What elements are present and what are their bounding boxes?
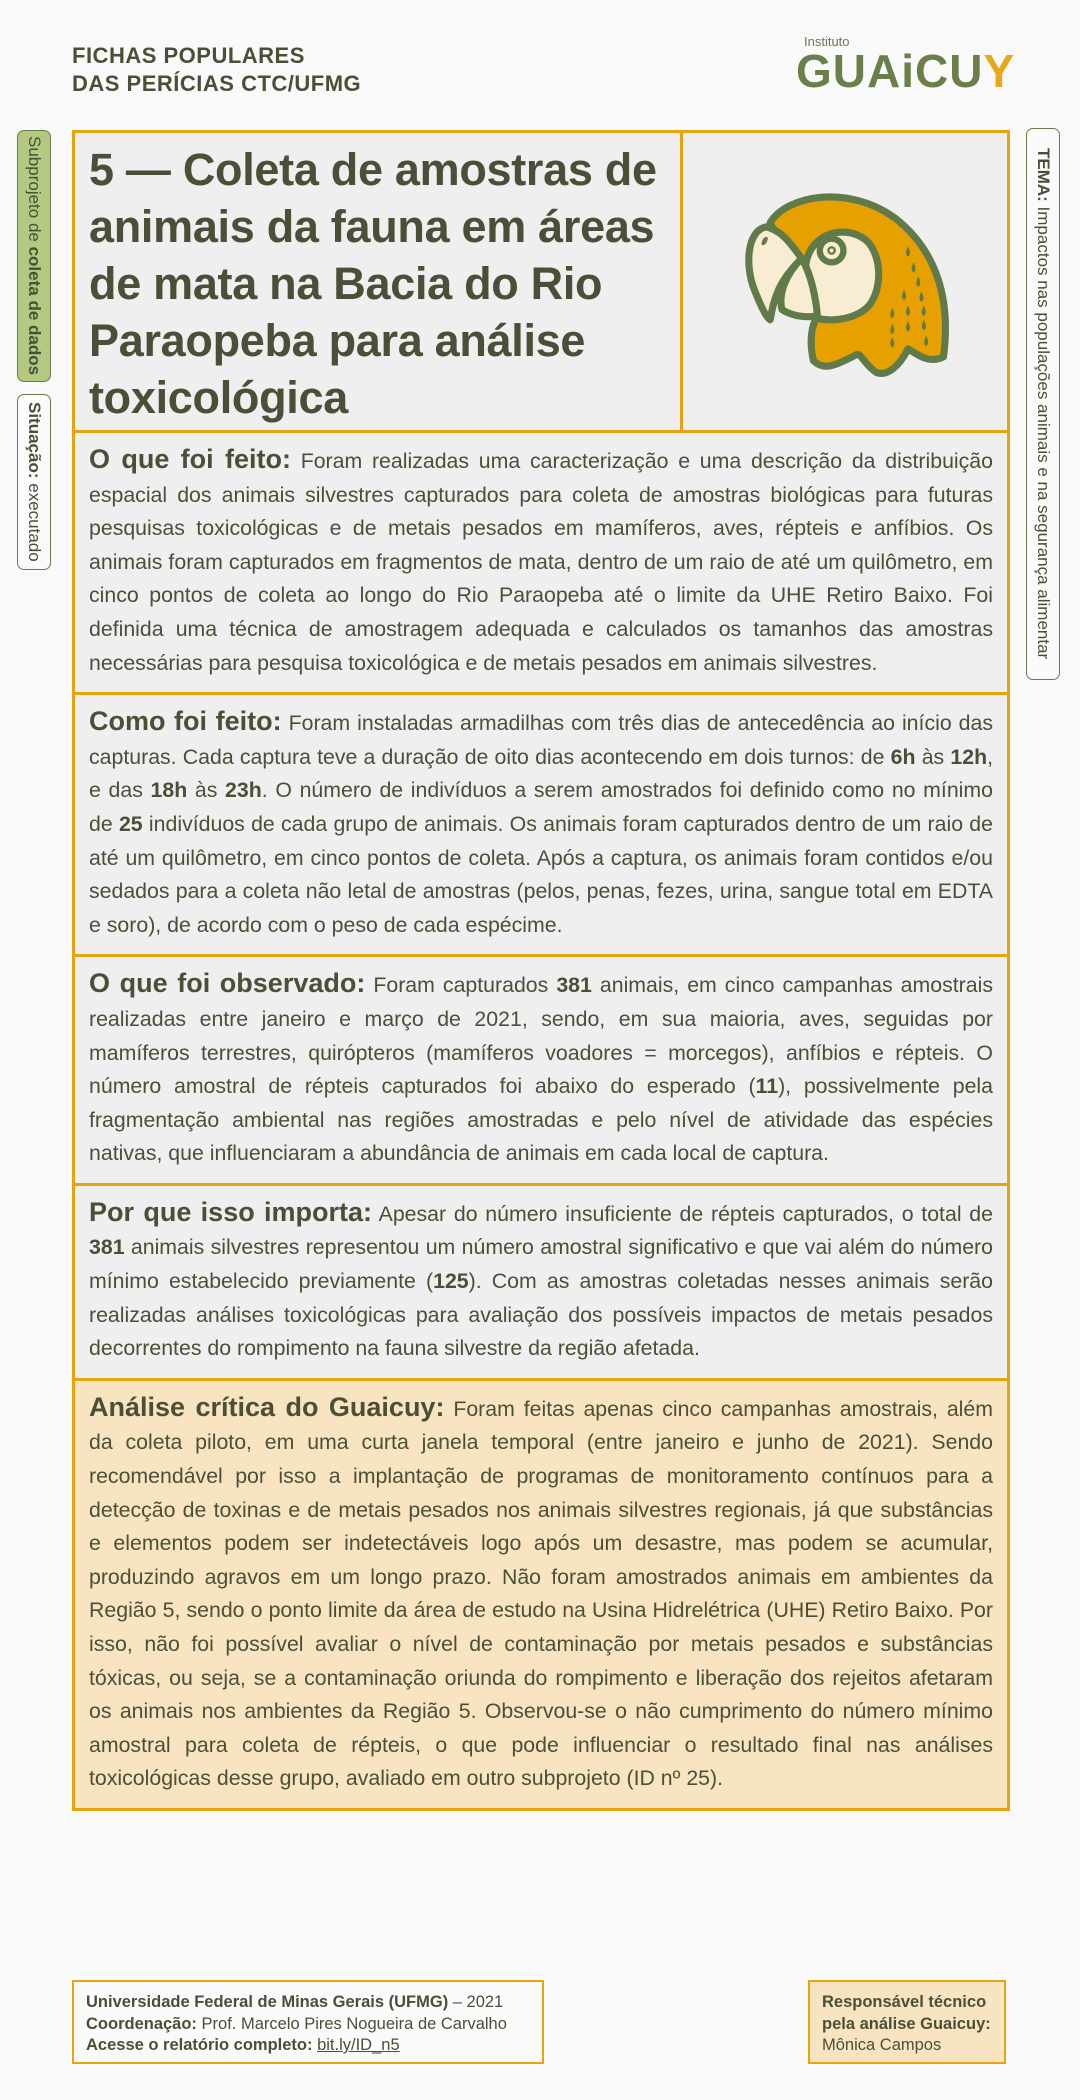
section-text: às bbox=[187, 778, 226, 803]
report-label: Acesse o relatório completo: bbox=[86, 2036, 313, 2054]
section-text: . O número de indivíduos a serem amostrados foi definido como no mínimo de bbox=[89, 778, 993, 836]
logo-wordmark-main: GUAiCU bbox=[796, 45, 984, 97]
publication-title bbox=[72, 42, 361, 98]
subproject-prefix: Subprojeto de bbox=[25, 136, 44, 248]
highlight-value: 6h bbox=[890, 744, 916, 769]
responsible-label: Responsável técnico pela análise Guaicuy: bbox=[822, 1993, 991, 2033]
section-text: Foram feitas apenas cinco campanhas amostrais, além da coleta piloto, em uma curta janela temporal (entre janeiro e junho de 2021). Sendo recomendável por isso a implantação de programas de monitoramento contínuos para a detecção de toxinas e de metais pesados nos animais silvestres regionais, já que substâncias e elementos podem ser indetectáveis logo após um desastre, mas podem se acumular, produzindo agravos em um longo prazo. Não foram amostrados animais em ambientes da Região 5, sendo o ponto limite da área de estudo na Usina Hidrelétrica (UHE) Retiro Baixo. Por isso, não foi possível avaliar o nível de contaminação por metais pesados e substâncias tóxicas, ou seja, se a contaminação oriunda do rompimento e liberação dos rejeitos afetaram os animais nos ambientes da Região 5. Observou-se o não cumprimento do número mínimo amostral para coleta de répteis, o que pode influenciar o resultado final nas análises toxicológicas desse grupo, avaliado em outro subprojeto (ID nº 25). bbox=[89, 1396, 993, 1791]
logo-wordmark-accent: Y bbox=[983, 45, 1016, 97]
highlight-value: 12h bbox=[950, 744, 988, 769]
theme-badge bbox=[1026, 128, 1060, 680]
section-how-it-was-done bbox=[75, 695, 1007, 957]
subproject-type: coleta de dados bbox=[25, 247, 44, 376]
title-row bbox=[75, 133, 1007, 433]
university-name: Universidade Federal de Minas Gerais (UFMG) bbox=[86, 1993, 449, 2011]
fact-sheet-card bbox=[72, 130, 1010, 1811]
section-heading: Por que isso importa: bbox=[89, 1196, 373, 1227]
highlight-value: 125 bbox=[433, 1269, 469, 1294]
section-heading: O que foi feito: bbox=[89, 444, 291, 474]
theme-value: Impactos nas populações animais e na segurança alimentar bbox=[1034, 202, 1053, 660]
coordinator-name: Prof. Marcelo Pires Nogueira de Carvalho bbox=[196, 2014, 507, 2033]
section-what-was-observed bbox=[75, 957, 1007, 1186]
footer-credits bbox=[72, 1980, 544, 2064]
section-text: Foram realizadas uma caracterização e uma descrição da distribuição espacial dos animais silvestres capturados para coleta de amostras biológicas para futuras pesquisas toxicológicas e de metais pesados em mamíferos, aves, répteis e anfíbios. Os animais foram capturados em fragmentos de mata, dentro de um raio de até um quilômetro, em cinco pontos de coleta ao longo do Rio Paraopeba até o limite da UHE Retiro Baixo. Foi definida uma técnica de amostragem adequada e calculados os tamanhos das amostras necessárias para pesquisa toxicológica e de metais pesados em animais silvestres. bbox=[89, 449, 993, 675]
title-cell bbox=[75, 133, 683, 430]
year: – 2021 bbox=[448, 1993, 504, 2011]
publication-title-line1: FICHAS POPULARES bbox=[72, 43, 305, 68]
section-text: Foram capturados bbox=[365, 973, 557, 998]
highlight-value: 381 bbox=[89, 1235, 125, 1260]
status-badge bbox=[17, 394, 51, 570]
section-text: , e das bbox=[89, 744, 993, 803]
page-title: 5 — Coleta de amostras de animais da fauna em áreas de mata na Bacia do Rio Paraopeba para análise toxicológica bbox=[89, 144, 657, 423]
highlight-value: 381 bbox=[556, 973, 592, 998]
coordination-label: Coordenação: bbox=[86, 2014, 197, 2033]
section-text: Apesar do número insuficiente de répteis capturados, o total de bbox=[372, 1201, 993, 1226]
highlight-value: 23h bbox=[225, 778, 262, 803]
illustration-cell bbox=[683, 133, 1007, 430]
section-text: ). Com as amostras coletadas nesses animais serão realizadas análises toxicológicas para avaliação dos possíveis impactos de metais pesados decorrentes do rompimento na fauna silvestre da região afetada. bbox=[89, 1269, 993, 1361]
guaicuy-logo bbox=[796, 34, 1026, 97]
status-value: executado bbox=[25, 478, 44, 562]
section-text: ), possivelmente pela fragmentação ambiental nas regiões amostradas e pelo nível de atividade das espécies nativas, que influenciaram a abundância de animais em cada local de captura. bbox=[89, 1074, 993, 1166]
logo-wordmark bbox=[796, 46, 1015, 96]
section-critical-analysis bbox=[75, 1381, 1007, 1808]
highlight-value: 25 bbox=[118, 811, 143, 836]
section-heading: Análise crítica do Guaicuy: bbox=[89, 1391, 445, 1422]
report-link[interactable]: bit.ly/ID_n5 bbox=[317, 2036, 400, 2054]
section-why-it-matters bbox=[75, 1186, 1007, 1381]
section-what-was-done bbox=[75, 433, 1007, 695]
section-heading: O que foi observado: bbox=[89, 968, 366, 999]
responsible-name: Mônica Campos bbox=[822, 2036, 942, 2054]
status-label: Situação: bbox=[25, 402, 44, 479]
highlight-value: 18h bbox=[150, 778, 188, 803]
section-text: Foram instaladas armadilhas com três dias de antecedência ao início das capturas. Cada captura teve a duração de oito dias acontecendo em dois turnos: de bbox=[89, 711, 993, 769]
highlight-value: 11 bbox=[755, 1074, 779, 1099]
subproject-badge bbox=[17, 130, 51, 382]
section-text: animais, em cinco campanhas amostrais realizadas entre janeiro e março de 2021, sendo, em sua maioria, aves, seguidas por mamíferos terrestres, quirópteros (mamíferos voadores = morcegos), anfíbios e répteis. O número amostral de répteis capturados foi abaixo do esperado ( bbox=[89, 973, 993, 1099]
parrot-head-icon bbox=[715, 162, 975, 402]
section-text: indivíduos de cada grupo de animais. Os animais foram capturados dentro de um raio de até um quilômetro, em cinco pontos de coleta. Após a captura, os animais foram contidos e/ou sedados para a coleta não letal de amostras (pelos, penas, fezes, urina, sangue total em EDTA e soro), de acordo com o peso de cada espécime. bbox=[89, 811, 993, 937]
section-heading: Como foi feito: bbox=[89, 706, 282, 737]
logo-instituto-text: Instituto bbox=[804, 34, 850, 49]
footer-responsible bbox=[808, 1980, 1006, 2064]
publication-title-line2: DAS PERÍCIAS CTC/UFMG bbox=[72, 71, 362, 96]
theme-label: TEMA: bbox=[1034, 148, 1053, 203]
section-text: animais silvestres representou um número amostral significativo e que vai além do número mínimo estabelecido previamente ( bbox=[89, 1235, 993, 1294]
section-text: às bbox=[915, 744, 951, 769]
